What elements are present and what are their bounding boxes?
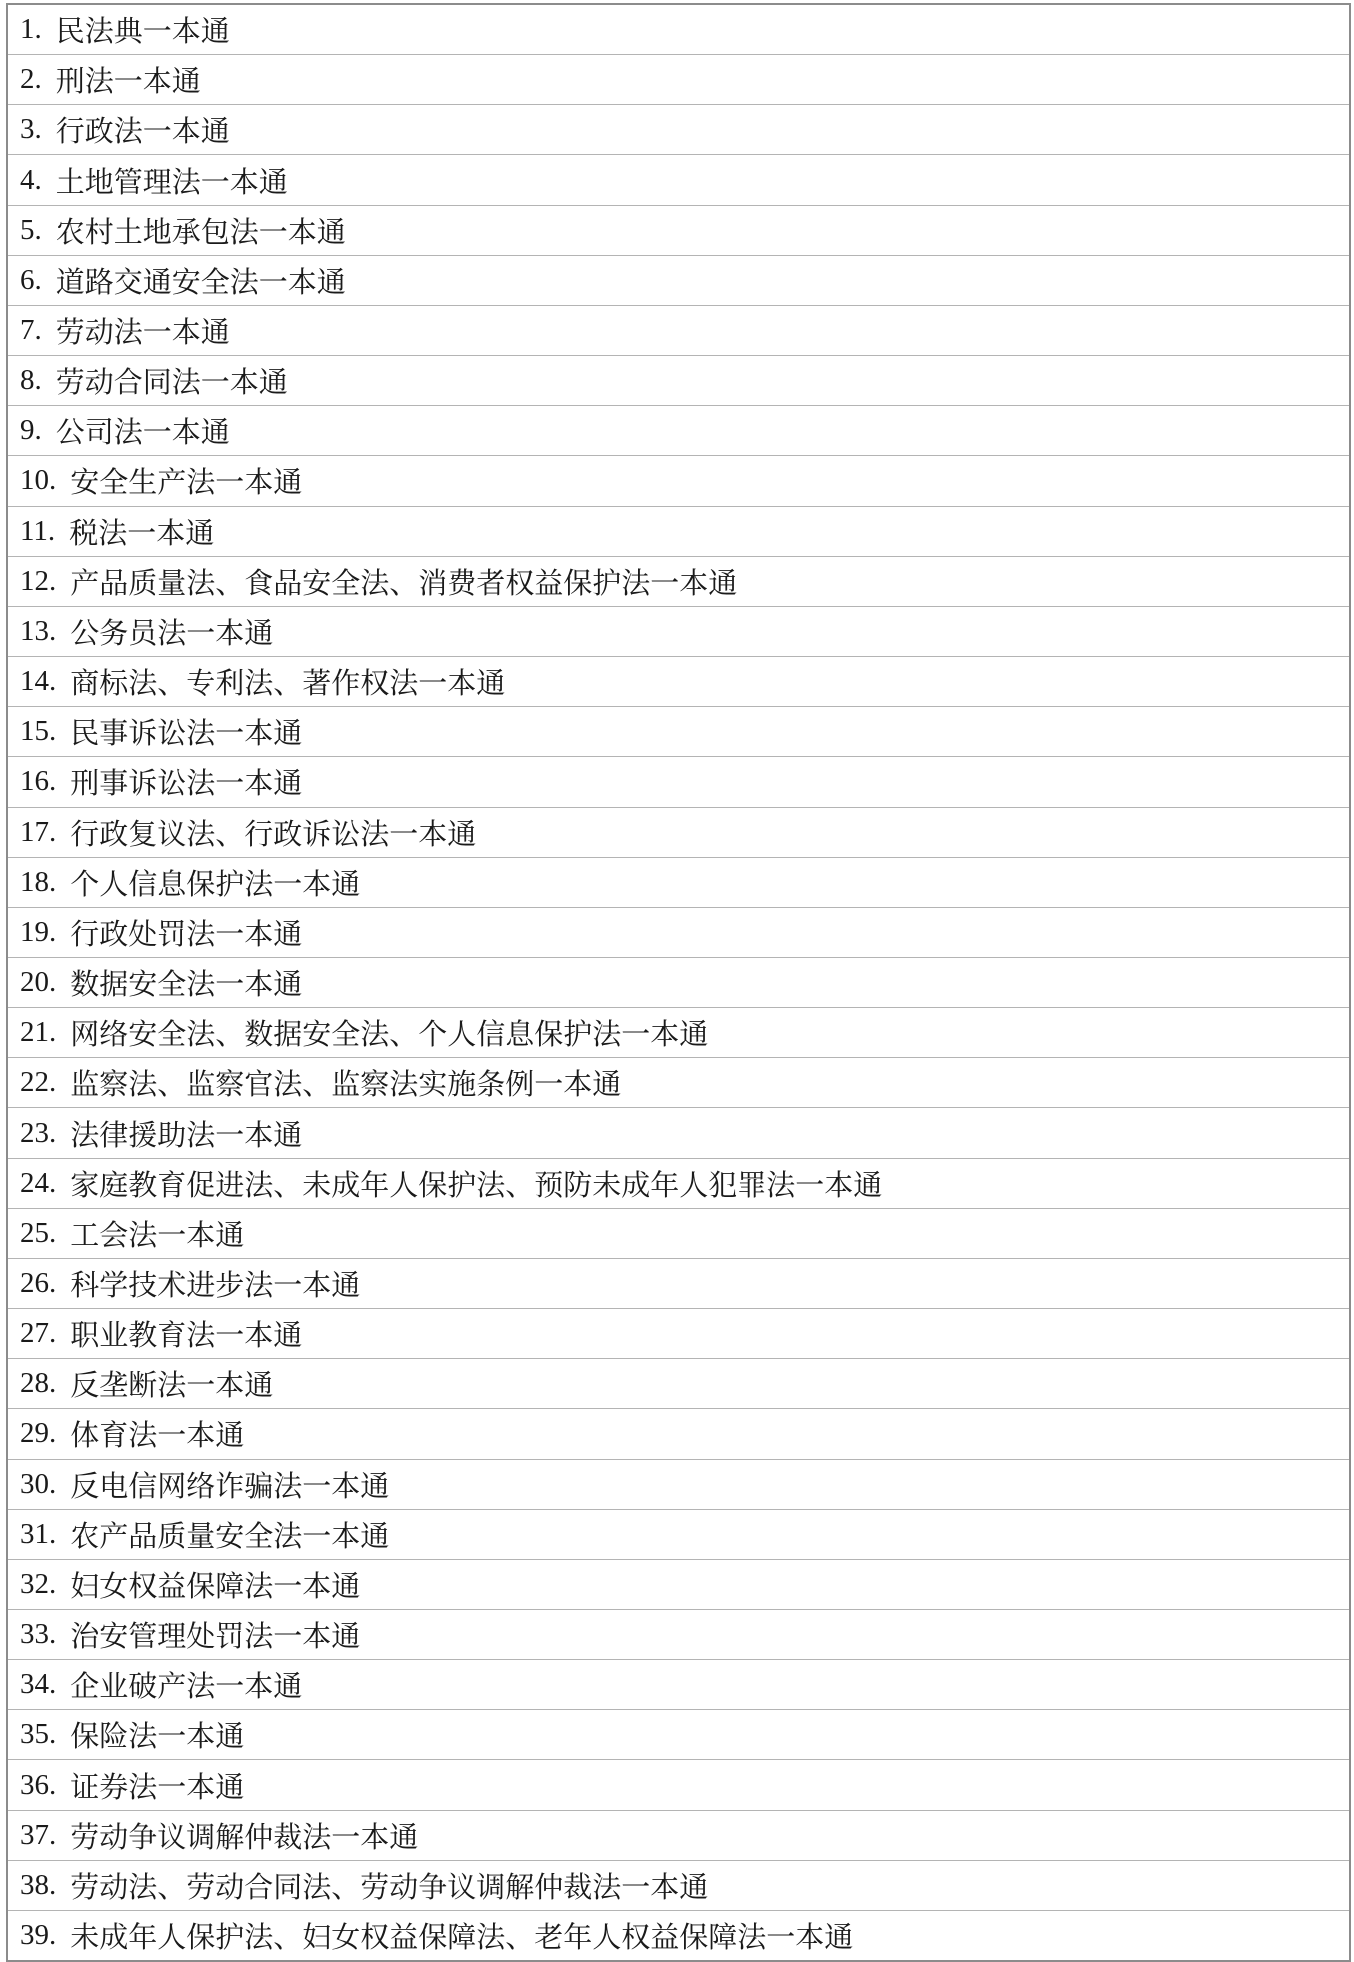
row-title: 税法一本通 bbox=[69, 515, 215, 550]
row-title: 反电信网络诈骗法一本通 bbox=[70, 1468, 390, 1503]
row-number: 6. bbox=[20, 263, 42, 296]
table-row bbox=[8, 5, 1349, 55]
table-row bbox=[8, 1309, 1349, 1359]
row-number: 33. bbox=[20, 1618, 57, 1651]
row-title: 民法典一本通 bbox=[55, 14, 230, 49]
row-title: 法律援助法一本通 bbox=[70, 1117, 303, 1152]
row-title: 土地管理法一本通 bbox=[55, 164, 288, 199]
row-number: 15. bbox=[20, 715, 57, 748]
row-title: 科学技术进步法一本通 bbox=[70, 1267, 361, 1302]
row-number: 27. bbox=[20, 1317, 57, 1350]
row-number: 10. bbox=[20, 464, 57, 497]
table-row bbox=[8, 1159, 1349, 1209]
table-row bbox=[8, 1058, 1349, 1108]
table-row bbox=[8, 808, 1349, 858]
row-title: 商标法、专利法、著作权法一本通 bbox=[70, 666, 506, 701]
row-number: 30. bbox=[20, 1467, 57, 1500]
row-title: 劳动争议调解仲裁法一本通 bbox=[70, 1819, 419, 1854]
row-title: 民事诉讼法一本通 bbox=[70, 716, 303, 751]
row-number: 11. bbox=[20, 514, 56, 547]
table-row bbox=[8, 155, 1349, 205]
row-title: 家庭教育促进法、未成年人保护法、预防未成年人犯罪法一本通 bbox=[70, 1167, 883, 1202]
row-number: 26. bbox=[20, 1266, 57, 1299]
row-title: 企业破产法一本通 bbox=[70, 1669, 303, 1704]
table-row bbox=[8, 1811, 1349, 1861]
table-row bbox=[8, 1008, 1349, 1058]
row-title: 未成年人保护法、妇女权益保障法、老年人权益保障法一本通 bbox=[70, 1920, 854, 1955]
table-row bbox=[8, 206, 1349, 256]
table-row bbox=[8, 507, 1349, 557]
row-title: 职业教育法一本通 bbox=[70, 1318, 303, 1353]
table-row bbox=[8, 757, 1349, 807]
row-title: 农产品质量安全法一本通 bbox=[70, 1518, 390, 1553]
row-title: 刑法一本通 bbox=[55, 64, 201, 99]
row-title: 证券法一本通 bbox=[70, 1769, 245, 1804]
table-row bbox=[8, 858, 1349, 908]
table-row bbox=[8, 1409, 1349, 1459]
row-title: 公务员法一本通 bbox=[70, 615, 274, 650]
table-row bbox=[8, 1911, 1349, 1960]
table-row bbox=[8, 356, 1349, 406]
row-number: 35. bbox=[20, 1718, 57, 1751]
row-title: 公司法一本通 bbox=[55, 415, 230, 450]
row-title: 道路交通安全法一本通 bbox=[55, 264, 346, 299]
table-row bbox=[8, 1560, 1349, 1610]
row-title: 治安管理处罚法一本通 bbox=[70, 1619, 361, 1654]
table-row bbox=[8, 1760, 1349, 1810]
table-row bbox=[8, 55, 1349, 105]
table-row bbox=[8, 1209, 1349, 1259]
row-number: 16. bbox=[20, 765, 57, 798]
row-number: 4. bbox=[20, 163, 42, 196]
row-number: 22. bbox=[20, 1066, 57, 1099]
table-row bbox=[8, 1460, 1349, 1510]
row-number: 7. bbox=[20, 314, 42, 347]
row-number: 28. bbox=[20, 1367, 57, 1400]
row-number: 12. bbox=[20, 564, 57, 597]
row-number: 31. bbox=[20, 1517, 57, 1550]
row-number: 37. bbox=[20, 1818, 57, 1851]
table-row bbox=[8, 1510, 1349, 1560]
table-row bbox=[8, 1359, 1349, 1409]
table-row bbox=[8, 306, 1349, 356]
row-title: 体育法一本通 bbox=[70, 1418, 245, 1453]
row-number: 17. bbox=[20, 815, 57, 848]
table-row bbox=[8, 105, 1349, 155]
table-row bbox=[8, 557, 1349, 607]
row-title: 安全生产法一本通 bbox=[70, 465, 303, 500]
row-title: 产品质量法、食品安全法、消费者权益保护法一本通 bbox=[70, 565, 738, 600]
row-number: 3. bbox=[20, 113, 42, 146]
table-row bbox=[8, 958, 1349, 1008]
row-number: 23. bbox=[20, 1116, 57, 1149]
table-row bbox=[8, 657, 1349, 707]
row-title: 妇女权益保障法一本通 bbox=[70, 1568, 361, 1603]
row-number: 34. bbox=[20, 1668, 57, 1701]
table-row bbox=[8, 607, 1349, 657]
row-number: 9. bbox=[20, 414, 42, 447]
row-title: 网络安全法、数据安全法、个人信息保护法一本通 bbox=[70, 1017, 709, 1052]
row-title: 行政法一本通 bbox=[55, 114, 230, 149]
row-number: 2. bbox=[20, 63, 42, 96]
row-number: 39. bbox=[20, 1919, 57, 1952]
row-number: 20. bbox=[20, 966, 57, 999]
row-title: 劳动合同法一本通 bbox=[55, 365, 288, 400]
row-title: 行政处罚法一本通 bbox=[70, 916, 303, 951]
row-title: 个人信息保护法一本通 bbox=[70, 866, 361, 901]
row-number: 13. bbox=[20, 614, 57, 647]
row-title: 反垄断法一本通 bbox=[70, 1368, 274, 1403]
row-number: 5. bbox=[20, 213, 42, 246]
table-row bbox=[8, 1710, 1349, 1760]
table-row bbox=[8, 1660, 1349, 1710]
table-row bbox=[8, 406, 1349, 456]
row-title: 劳动法一本通 bbox=[55, 315, 230, 350]
row-number: 1. bbox=[20, 13, 42, 46]
row-number: 32. bbox=[20, 1567, 57, 1600]
row-number: 19. bbox=[20, 915, 57, 948]
table-row bbox=[8, 1108, 1349, 1158]
row-title: 监察法、监察官法、监察法实施条例一本通 bbox=[70, 1067, 622, 1102]
row-title: 刑事诉讼法一本通 bbox=[70, 766, 303, 801]
row-title: 工会法一本通 bbox=[70, 1217, 245, 1252]
row-title: 数据安全法一本通 bbox=[70, 967, 303, 1002]
book-list-table bbox=[6, 3, 1351, 1962]
row-number: 25. bbox=[20, 1216, 57, 1249]
row-title: 行政复议法、行政诉讼法一本通 bbox=[70, 816, 477, 851]
row-number: 8. bbox=[20, 364, 42, 397]
row-number: 36. bbox=[20, 1768, 57, 1801]
table-row bbox=[8, 256, 1349, 306]
row-title: 农村土地承包法一本通 bbox=[55, 214, 346, 249]
table-row bbox=[8, 456, 1349, 506]
row-number: 21. bbox=[20, 1016, 57, 1049]
table-row bbox=[8, 908, 1349, 958]
row-number: 14. bbox=[20, 665, 57, 698]
row-number: 38. bbox=[20, 1868, 57, 1901]
table-row bbox=[8, 1610, 1349, 1660]
row-title: 保险法一本通 bbox=[70, 1719, 245, 1754]
row-number: 29. bbox=[20, 1417, 57, 1450]
row-title: 劳动法、劳动合同法、劳动争议调解仲裁法一本通 bbox=[70, 1869, 709, 1904]
table-row bbox=[8, 707, 1349, 757]
table-row bbox=[8, 1861, 1349, 1911]
table-row bbox=[8, 1259, 1349, 1309]
row-number: 24. bbox=[20, 1166, 57, 1199]
row-number: 18. bbox=[20, 865, 57, 898]
